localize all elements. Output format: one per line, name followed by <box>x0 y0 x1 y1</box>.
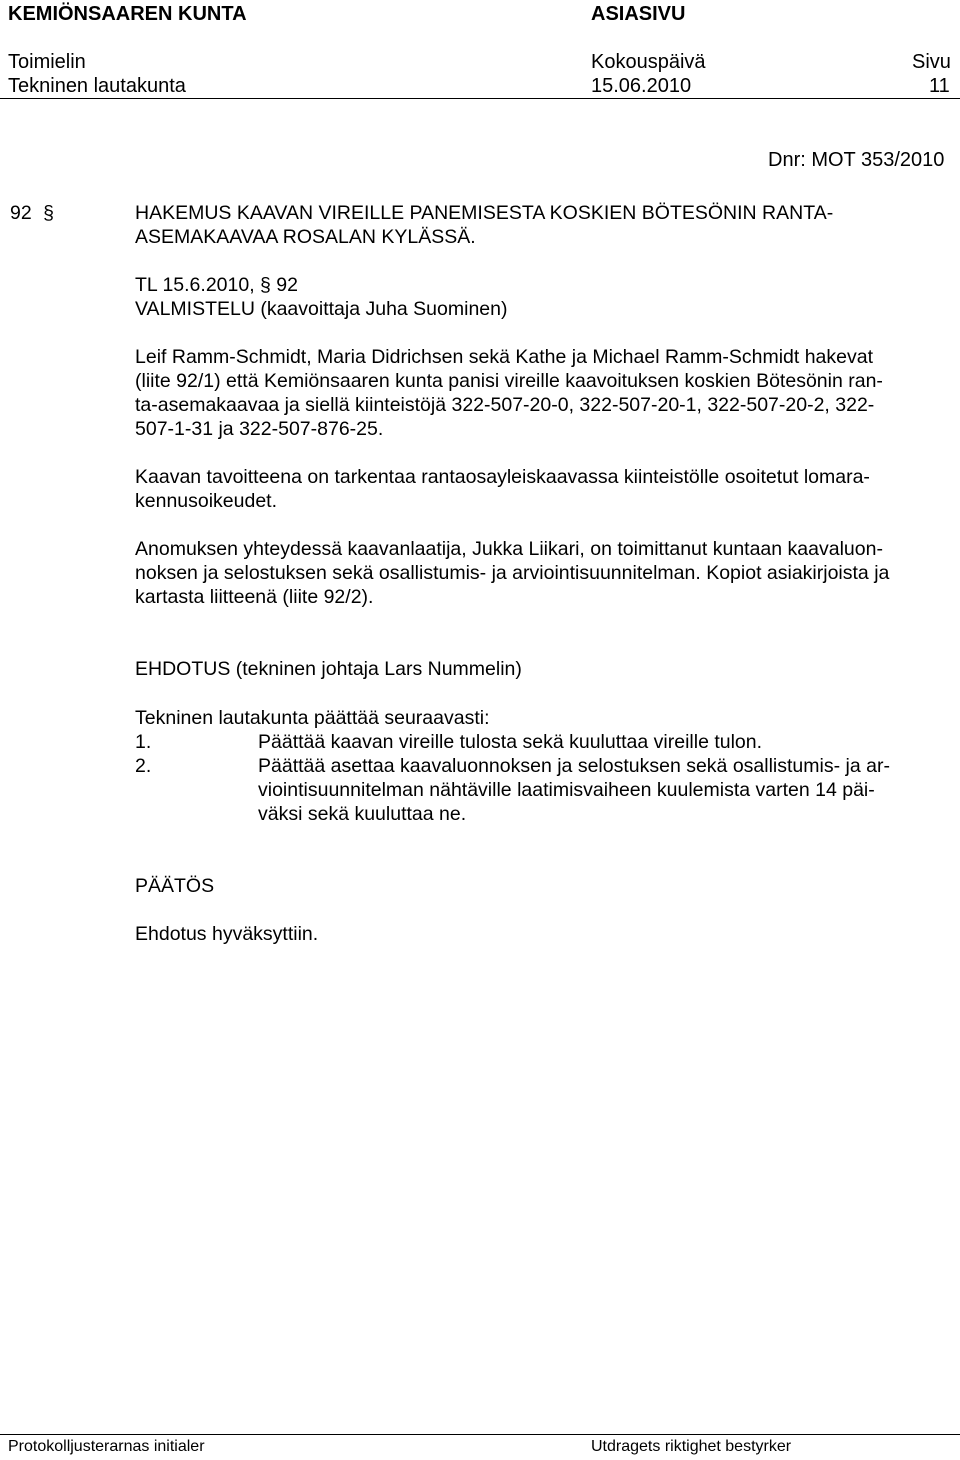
paragraph-line: 507-1-31 ja 322-507-876-25. <box>135 418 384 440</box>
record-number: Dnr: MOT 353/2010 <box>768 149 945 171</box>
proposal-heading <box>135 657 955 681</box>
decision-item-line: Päättää asettaa kaavaluonnoksen ja selostuksen sekä osallistumis- ja ar- <box>258 755 890 777</box>
paragraph-line: ta-asemakaavaa ja siellä kiinteistöjä 322-507-20-0, 322-507-20-1, 322-507-20-2, 322- <box>135 394 875 416</box>
decision-item-line: Päättää kaavan vireille tulosta sekä kuuluttaa vireille tulon. <box>258 731 763 753</box>
body-value: Tekninen lautakunta <box>8 75 186 97</box>
footer-divider <box>0 1434 960 1435</box>
decision-item <box>258 754 958 826</box>
meeting-date-label: Kokouspäivä <box>591 51 706 73</box>
meeting-date-value: 15.06.2010 <box>591 75 692 97</box>
paragraph-line: kennusoikeudet. <box>135 490 278 512</box>
paragraph-line: noksen ja selostuksen sekä osallistumis- ja arviointisuunnitelman. Kopiot asiakirjoista ja <box>135 562 890 584</box>
paragraph-line: Kaavan tavoitteena on tarkentaa rantaosayleiskaavassa kiinteistölle osoitetut lomara- <box>135 466 870 488</box>
decision-result-text: Ehdotus hyväksyttiin. <box>135 923 319 945</box>
paragraph-objective <box>135 465 955 513</box>
reference-line: TL 15.6.2010, § 92 <box>135 274 298 296</box>
header-divider <box>0 98 960 99</box>
page-label: Sivu <box>912 51 951 73</box>
section-title-line: ASEMAKAAVAA ROSALAN KYLÄSSÄ. <box>135 226 476 248</box>
section-number <box>10 201 54 225</box>
decision-heading-text: PÄÄTÖS <box>135 875 215 897</box>
paragraph-line: Leif Ramm-Schmidt, Maria Didrichsen sekä Kathe ja Michael Ramm-Schmidt hakevat <box>135 346 874 368</box>
reference-block <box>135 273 955 321</box>
decision-intro: Tekninen lautakunta päättää seuraavasti: <box>135 707 490 729</box>
section-number-value: 92 <box>10 202 32 224</box>
item-number: 2. <box>135 755 152 777</box>
preparation-heading: VALMISTELU (kaavoittaja Juha Suominen) <box>135 298 508 320</box>
body-label: Toimielin <box>8 51 86 73</box>
document-type: ASIASIVU <box>591 3 686 25</box>
paragraph-application <box>135 345 955 441</box>
paragraph-attachments <box>135 537 955 609</box>
decision-block <box>135 706 955 730</box>
decision-result <box>135 922 955 946</box>
decision-item <box>258 730 958 754</box>
section-title <box>135 201 955 249</box>
footer-certification-label: Utdragets riktighet bestyrker <box>591 1438 792 1455</box>
section-title-line: HAKEMUS KAAVAN VIREILLE PANEMISESTA KOSKIEN BÖTESÖNIN RANTA- <box>135 202 834 224</box>
footer-initials-label: Protokolljusterarnas initialer <box>8 1438 205 1455</box>
decision-item-line: viointisuunnitelman nähtäville laatimisvaiheen kuulemista varten 14 päi- <box>258 779 875 801</box>
decision-item-line: väksi sekä kuuluttaa ne. <box>258 803 467 825</box>
item-number: 1. <box>135 731 152 753</box>
decision-heading <box>135 874 955 898</box>
paragraph-line: Anomuksen yhteydessä kaavanlaatija, Jukka Liikari, on toimittanut kuntaan kaavaluon- <box>135 538 883 560</box>
organization-name: KEMIÖNSAAREN KUNTA <box>8 3 247 25</box>
section-symbol: § <box>43 202 54 224</box>
proposal-heading-text: EHDOTUS (tekninen johtaja Lars Nummelin) <box>135 658 522 680</box>
paragraph-line: (liite 92/1) että Kemiönsaaren kunta panisi vireille kaavoituksen koskien Bötesönin ran- <box>135 370 883 392</box>
paragraph-line: kartasta liitteenä (liite 92/2). <box>135 586 374 608</box>
page-number: 11 <box>929 75 950 97</box>
